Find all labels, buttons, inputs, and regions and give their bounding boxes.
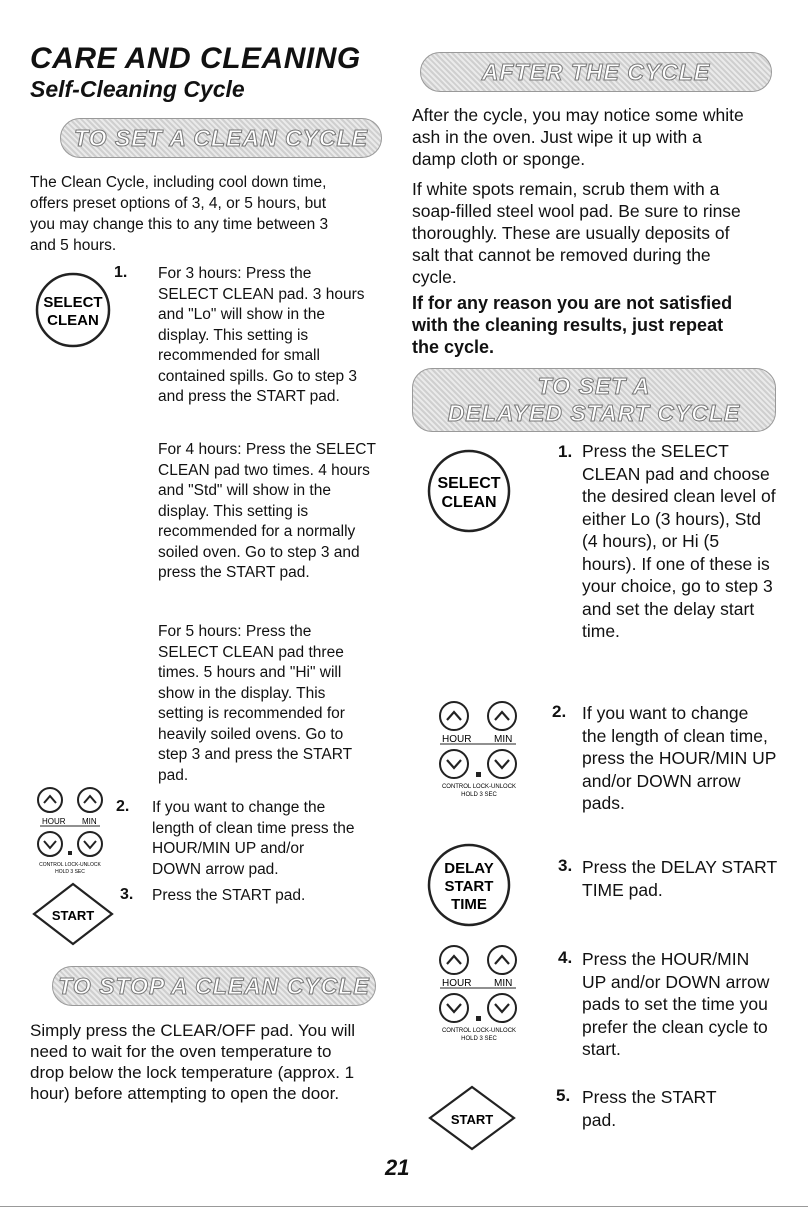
step-number: 4. [558, 948, 573, 967]
step-number: 3. [558, 856, 573, 875]
svg-text:HOLD 3 SEC: HOLD 3 SEC [55, 869, 85, 875]
svg-text:MIN: MIN [494, 978, 513, 989]
delay-step1-text: Press the SELECT CLEAN pad and choose the desired clean level of either Lo (3 hours), Std (4 hours), or Hi (5 hours). If one of these is your choice, go to step 3 and set the delay start time. [582, 441, 776, 641]
svg-text:START: START [51, 908, 95, 923]
banner-delayed-line-2: DELAYED START CYCLE [447, 400, 741, 426]
banner-set-clean-cycle: TO SET A CLEAN CYCLE [60, 118, 382, 158]
svg-text:HOUR: HOUR [42, 817, 66, 826]
step-number: 2. [116, 798, 130, 815]
step1b-text: For 4 hours: Press the SELECT CLEAN pad two times. 4 hours and "Std" will show in the display. This setting is recommended for a normally soiled oven. Go to step 3 and press the START pad. [158, 441, 376, 581]
after-paragraph-1: After the cycle, you may notice some white ash in the oven. Just wipe it up with a damp cloth or sponge. [412, 105, 744, 169]
svg-text:HOLD 3 SEC: HOLD 3 SEC [461, 792, 497, 798]
svg-text:MIN: MIN [494, 734, 513, 745]
svg-text:START: START [450, 1112, 494, 1127]
svg-text:HOUR: HOUR [442, 978, 472, 989]
svg-text:CLEAN: CLEAN [47, 312, 99, 329]
select-clean-icon [33, 270, 117, 354]
hour-min-arrows-icon [432, 944, 532, 1044]
banner-delayed-start [412, 368, 776, 432]
svg-text:HOLD 3 SEC: HOLD 3 SEC [461, 1036, 497, 1042]
svg-text:HOUR: HOUR [442, 734, 472, 745]
svg-text:CLEAN: CLEAN [441, 494, 497, 511]
banner-after-cycle: AFTER THE CYCLE [420, 52, 772, 92]
stop-text: Simply press the CLEAR/OFF pad. You will need to wait for the oven temperature to drop below the lock temperature (approx. 1 hour) before attempting to open the door. [30, 1021, 356, 1103]
delay-step5-text: Press the START pad. [582, 1087, 717, 1130]
delay-start-time-icon [424, 840, 518, 934]
delay-step2-text: If you want to change the length of clean time, press the HOUR/MIN UP and/or DOWN arrow pads. [582, 703, 777, 813]
svg-text:DELAY: DELAY [444, 860, 494, 877]
banner-stop-clean-cycle: TO STOP A CLEAN CYCLE [52, 966, 376, 1006]
bottom-rule [0, 1206, 808, 1207]
page-title: CARE AND CLEANING [30, 42, 361, 75]
svg-text:START: START [444, 878, 494, 895]
after-bold-note: If for any reason you are not satisfied with the cleaning results, just repeat the cycle. [412, 293, 733, 357]
page-number: 21 [385, 1155, 410, 1180]
svg-text:MIN: MIN [82, 817, 97, 826]
svg-text:SELECT: SELECT [43, 294, 103, 311]
select-clean-icon [424, 446, 518, 540]
page-subtitle: Self-Cleaning Cycle [30, 76, 245, 102]
step1c-text: For 5 hours: Press the SELECT CLEAN pad three times. 5 hours and "Hi" will show in the display. This setting is recommended for heavily soiled ovens. Go to step 3 and press the START pad. [158, 623, 352, 784]
step-number: 3. [120, 886, 134, 903]
delay-step4-text: Press the HOUR/MIN UP and/or DOWN arrow pads to set the time you prefer the clean cycle to start. [582, 949, 770, 1059]
banner-delayed-line-1: TO SET A [537, 373, 651, 399]
delay-step3-text: Press the DELAY START TIME pad. [582, 857, 777, 900]
svg-text:CONTROL LOCK-UNLOCK: CONTROL LOCK-UNLOCK [441, 1028, 517, 1034]
step-number: 1. [114, 264, 128, 281]
hour-min-arrows-icon [432, 700, 532, 800]
svg-text:SELECT: SELECT [437, 475, 501, 492]
step-number: 2. [552, 702, 567, 721]
step-number: 5. [556, 1086, 571, 1105]
step1-text: For 3 hours: Press the SELECT CLEAN pad. 3 hours and "Lo" will show in the display. This setting is recommended for small contained spills. Go to step 3 and press the START pad. [158, 265, 365, 405]
step2-text: If you want to change the length of clean time press the HOUR/MIN UP and/or DOWN arrow pad. [152, 799, 355, 878]
step-number: 1. [558, 442, 573, 461]
start-icon [28, 880, 118, 948]
svg-text:CONTROL LOCK-UNLOCK: CONTROL LOCK-UNLOCK [441, 784, 517, 790]
hour-min-arrows-icon [30, 786, 122, 882]
start-icon [424, 1082, 520, 1154]
svg-text:CONTROL LOCK-UNLOCK: CONTROL LOCK-UNLOCK [39, 862, 101, 868]
intro-text: The Clean Cycle, including cool down time, offers preset options of 3, 4, or 5 hours, but you may change this to any time between 3 and 5 hours. [30, 174, 329, 254]
step3-text: Press the START pad. [152, 887, 306, 904]
after-paragraph-2: If white spots remain, scrub them with a soap-filled steel wool pad. Be sure to rinse thoroughly. These are usually deposits of salt that cannot be removed during the cycle. [412, 179, 741, 287]
svg-text:TIME: TIME [451, 896, 487, 913]
